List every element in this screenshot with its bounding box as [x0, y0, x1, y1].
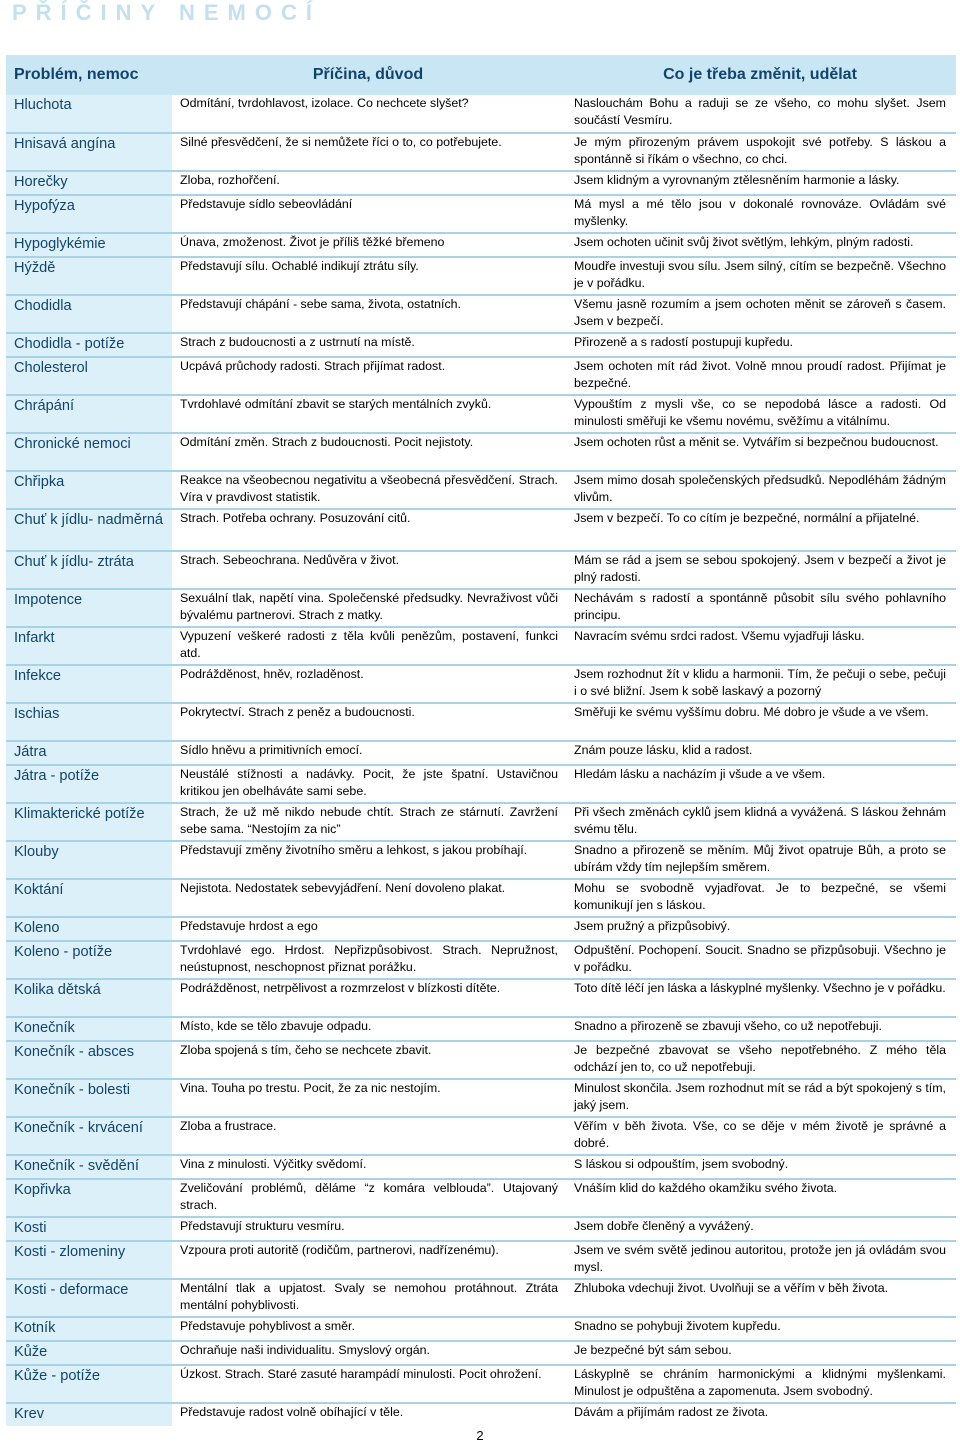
table-row	[6, 1217, 956, 1241]
cause-cell: Vzpoura proti autoritě (rodičům, partnerovi, nadřízenému).	[180, 1243, 499, 1257]
cause-cell: Představuje radost volně obíhající v těle.	[180, 1405, 404, 1419]
problem-cell: Játra	[6, 741, 172, 765]
cause-cell: Zveličování problémů, děláme “z komára velblouda”. Utajovaný strach.	[180, 1181, 558, 1212]
change-cell: Hledám lásku a nacházím ji všude a ve všem.	[574, 767, 826, 781]
table-row	[6, 1279, 956, 1317]
problem-cell: Kotník	[6, 1317, 172, 1341]
table-row	[6, 841, 956, 879]
problem-cell: Infarkt	[6, 627, 172, 665]
table-header-row	[6, 55, 956, 95]
cause-cell: Odmítání změn. Strach z budoucnosti. Pocit nejistoty.	[180, 435, 474, 449]
change-cell: Jsem pružný a přizpůsobivý.	[574, 919, 731, 933]
problem-cell: Krev	[6, 1403, 172, 1426]
table-row	[6, 1317, 956, 1341]
table-row	[6, 333, 956, 357]
change-cell: Zhluboka vdechuji život. Uvolňuji se a věřím v běh života.	[574, 1281, 889, 1295]
table-row	[6, 703, 956, 741]
problem-cell: Hypofýza	[6, 195, 172, 233]
change-cell: S láskou si odpouštím, jsem svobodný.	[574, 1157, 789, 1171]
table-row	[6, 589, 956, 627]
change-cell: Je mým přirozeným právem uspokojit své potřeby. S láskou a spontánně si říkám o všechno, co chci.	[574, 135, 946, 166]
problem-cell: Kůže - potíže	[6, 1365, 172, 1403]
table-row	[6, 1341, 956, 1365]
table-row	[6, 1179, 956, 1217]
problem-cell: Konečník - svědění	[6, 1155, 172, 1179]
change-cell: Vnáším klid do každého okamžiku svého života.	[574, 1181, 838, 1195]
problem-cell: Chronické nemoci	[6, 433, 172, 471]
cause-cell: Zloba spojená s tím, čeho se nechcete zbavit.	[180, 1043, 432, 1057]
table-row	[6, 1241, 956, 1279]
problem-cell: Konečník - krvácení	[6, 1117, 172, 1155]
problem-cell: Kosti - deformace	[6, 1279, 172, 1317]
change-cell: Při všech změnách cyklů jsem klidná a vyvážená. S láskou žehnám svému tělu.	[574, 805, 946, 836]
change-cell: Naslouchám Bohu a raduji se ze všeho, co mohu slyšet. Jsem součástí Vesmíru.	[574, 96, 946, 127]
problem-cell: Ischias	[6, 703, 172, 741]
table-row	[6, 741, 956, 765]
change-cell: Jsem ochoten mít rád život. Volně mnou proudí radost. Přijímat je bezpečné.	[574, 359, 946, 390]
change-cell: Všemu jasně rozumím a jsem ochoten měnit se zároveň s časem. Jsem v bezpečí.	[574, 297, 946, 328]
table-row	[6, 1117, 956, 1155]
cause-cell: Sexuální tlak, napětí vina. Společenské předsudky. Nevraživost vůči bývalému partnerovi. Strach z matky.	[180, 591, 558, 622]
cause-cell: Představují změny životního směru a lehkost, s jakou probíhají.	[180, 843, 528, 857]
causes-table-container	[6, 55, 956, 1426]
table-row	[6, 765, 956, 803]
problem-cell: Hypoglykémie	[6, 233, 172, 257]
column-header-problem: Problém, nemoc	[6, 55, 172, 95]
problem-cell: Játra - potíže	[6, 765, 172, 803]
cause-cell: Místo, kde se tělo zbavuje odpadu.	[180, 1019, 372, 1033]
problem-cell: Impotence	[6, 589, 172, 627]
problem-cell: Kolika dětská	[6, 979, 172, 1017]
cause-cell: Mentální tlak a upjatost. Svaly se nemohou protáhnout. Ztráta mentální pohyblivosti.	[180, 1281, 558, 1312]
change-cell: Věřím v běh života. Vše, co se děje v mém životě je správné a dobré.	[574, 1119, 946, 1150]
table-row	[6, 471, 956, 509]
table-row	[6, 195, 956, 233]
page-number: 2	[476, 1428, 484, 1443]
table-row	[6, 171, 956, 195]
cause-cell: Představují sílu. Ochablé indikují ztrátu síly.	[180, 259, 419, 273]
problem-cell: Chřipka	[6, 471, 172, 509]
column-header-cause: Příčina, důvod	[172, 55, 564, 95]
problem-cell: Chuť k jídlu- nadměrná	[6, 509, 172, 551]
column-header-change: Co je třeba změnit, udělat	[564, 55, 956, 95]
problem-cell: Chrápání	[6, 395, 172, 433]
change-cell: Mám se rád a jsem se sebou spokojený. Jsem v bezpečí a život je plný radosti.	[574, 553, 946, 584]
problem-cell: Koleno - potíže	[6, 941, 172, 979]
change-cell: Navracím svému srdci radost. Všemu vyjadřuji lásku.	[574, 629, 865, 643]
change-cell: Přirozeně a s radostí postupuji kupředu.	[574, 335, 794, 349]
table-row	[6, 1041, 956, 1079]
cause-cell: Podrážděnost, hněv, rozladěnost.	[180, 667, 364, 681]
change-cell: Jsem v bezpečí. To co cítím je bezpečné, normální a přijatelné.	[574, 511, 920, 525]
problem-cell: Kůže	[6, 1341, 172, 1365]
cause-cell: Strach. Potřeba ochrany. Posuzování citů.	[180, 511, 411, 525]
change-cell: Moudře investuji svou sílu. Jsem silný, cítím se bezpečně. Všechno je v pořádku.	[574, 259, 946, 290]
cause-cell: Únava, zmoženost. Život je příliš těžké břemeno	[180, 235, 445, 249]
problem-cell: Konečník	[6, 1017, 172, 1041]
change-cell: Je bezpečné zbavovat se všeho nepotřebného. Z mého těla odchází jen to, co už nepotřebuji.	[574, 1043, 946, 1074]
table-row	[6, 509, 956, 551]
problem-cell: Konečník - absces	[6, 1041, 172, 1079]
problem-cell: Koleno	[6, 917, 172, 941]
change-cell: Snadno se pohybuji životem kupředu.	[574, 1319, 781, 1333]
cause-cell: Strach, že už mě nikdo nebude chtít. Strach ze stárnutí. Zavržení sebe sama. “Nestojím za nic”	[180, 805, 558, 836]
table-row	[6, 627, 956, 665]
cause-cell: Podrážděnost, netrpělivost a rozmrzelost v blízkosti dítěte.	[180, 981, 501, 995]
problem-cell: Chuť k jídlu- ztráta	[6, 551, 172, 589]
change-cell: Směřuji ke svému vyššímu dobru. Mé dobro je všude a ve všem.	[574, 705, 929, 719]
cause-cell: Tvrdohlavé odmítání zbavit se starých mentálních zvyků.	[180, 397, 492, 411]
document-title: PŘÍČINY NEMOCÍ	[12, 0, 321, 25]
change-cell: Vypouštím z mysli vše, co se nepodobá lásce a radosti. Od minulosti směřuji ke všemu novému, svěžímu a vitálnímu.	[574, 397, 946, 428]
cause-cell: Vina. Touha po trestu. Pocit, že za nic nestojím.	[180, 1081, 441, 1095]
problem-cell: Chodidla - potíže	[6, 333, 172, 357]
problem-cell: Hnisavá angína	[6, 133, 172, 171]
change-cell: Znám pouze lásku, klid a radost.	[574, 743, 753, 757]
table-row	[6, 433, 956, 471]
change-cell: Láskyplně se chráním harmonickými a klidnými myšlenkami. Minulost je odpuštěna a zapomenuta. Jsem svobodný.	[574, 1367, 946, 1398]
problem-cell: Kosti - zlomeniny	[6, 1241, 172, 1279]
table-row	[6, 1365, 956, 1403]
problem-cell: Kosti	[6, 1217, 172, 1241]
problem-cell: Hluchota	[6, 95, 172, 133]
problem-cell: Koktání	[6, 879, 172, 917]
change-cell: Jsem mimo dosah společenských předsudků. Nepodléhám žádným vlivům.	[574, 473, 946, 504]
table-row	[6, 395, 956, 433]
cause-cell: Představuje sídlo sebeovládání	[180, 197, 353, 211]
problem-cell: Horečky	[6, 171, 172, 195]
change-cell: Nechávám s radostí a spontánně působit sílu svého pohlavního principu.	[574, 591, 946, 622]
change-cell: Toto dítě léčí jen láska a láskyplné myšlenky. Všechno je v pořádku.	[574, 981, 946, 995]
table-row	[6, 257, 956, 295]
cause-cell: Ochraňuje naši individualitu. Smyslový orgán.	[180, 1343, 431, 1357]
table-row	[6, 1079, 956, 1117]
cause-cell: Vina z minulosti. Výčitky svědomí.	[180, 1157, 367, 1171]
cause-cell: Představuje hrdost a ego	[180, 919, 318, 933]
cause-cell: Zloba, rozhořčení.	[180, 173, 280, 187]
cause-cell: Pokrytectví. Strach z peněz a budoucnosti.	[180, 705, 415, 719]
change-cell: Odpuštění. Pochopení. Soucit. Snadno se přizpůsobuji. Všechno je v pořádku.	[574, 943, 946, 974]
table-row	[6, 357, 956, 395]
causes-table	[6, 55, 956, 1426]
cause-cell: Představuje pohyblivost a směr.	[180, 1319, 355, 1333]
change-cell: Je bezpečné být sám sebou.	[574, 1343, 732, 1357]
problem-cell: Konečník - bolesti	[6, 1079, 172, 1117]
cause-cell: Strach. Sebeochrana. Nedůvěra v život.	[180, 553, 400, 567]
cause-cell: Nejistota. Nedostatek sebevyjádření. Není dovoleno plakat.	[180, 881, 506, 895]
change-cell: Snadno a přirozeně se měním. Můj život opatruje Bůh, a proto se ubírám vždy tím nejlepším směrem.	[574, 843, 946, 874]
table-row	[6, 133, 956, 171]
problem-cell: Infekce	[6, 665, 172, 703]
table-row	[6, 665, 956, 703]
cause-cell: Odmítání, tvrdohlavost, izolace. Co nechcete slyšet?	[180, 96, 469, 110]
cause-cell: Představují chápání - sebe sama, života, ostatních.	[180, 297, 462, 311]
change-cell: Minulost skončila. Jsem rozhodnut mít se rád a být spokojený s tím, jaký jsem.	[574, 1081, 946, 1112]
problem-cell: Klouby	[6, 841, 172, 879]
cause-cell: Ucpává průchody radosti. Strach přijímat radost.	[180, 359, 446, 373]
change-cell: Jsem klidným a vyrovnaným ztělesněním harmonie a lásky.	[574, 173, 900, 187]
table-row	[6, 1155, 956, 1179]
cause-cell: Silné přesvědčení, že si nemůžete říci o to, co potřebujete.	[180, 135, 502, 149]
problem-cell: Kopřivka	[6, 1179, 172, 1217]
cause-cell: Sídlo hněvu a primitivních emocí.	[180, 743, 363, 757]
table-row	[6, 917, 956, 941]
change-cell: Dávám a přijímám radost ze života.	[574, 1405, 769, 1419]
table-row	[6, 803, 956, 841]
cause-cell: Vypuzení veškeré radosti z těla kvůli penězům, postavení, funkci atd.	[180, 629, 558, 660]
change-cell: Jsem dobře členěný a vyvážený.	[574, 1219, 754, 1233]
cause-cell: Tvrdohlavé ego. Hrdost. Nepřizpůsobivost. Strach. Nepružnost, neústupnost, neschopnost přiznat porážku.	[180, 943, 558, 974]
table-row	[6, 295, 956, 333]
problem-cell: Chodidla	[6, 295, 172, 333]
table-row	[6, 233, 956, 257]
table-row	[6, 979, 956, 1017]
change-cell: Snadno a přirozeně se zbavuji všeho, co už nepotřebuji.	[574, 1019, 882, 1033]
problem-cell: Klimakterické potíže	[6, 803, 172, 841]
problem-cell: Hýždě	[6, 257, 172, 295]
table-row	[6, 879, 956, 917]
table-row	[6, 1017, 956, 1041]
cause-cell: Zloba a frustrace.	[180, 1119, 277, 1133]
change-cell: Jsem rozhodnut žít v klidu a harmonii. Tím, že pečuji o sebe, pečuji i o své bližní. Jsem k sobě laskavý a pozorný	[574, 667, 946, 698]
change-cell: Mohu se svobodně vyjadřovat. Je to bezpečné, se všemi komunikují jen s láskou.	[574, 881, 946, 912]
table-row	[6, 1403, 956, 1426]
change-cell: Jsem ve svém světě jedinou autoritou, protože jen já ovládám svou mysl.	[574, 1243, 946, 1274]
change-cell: Má mysl a mé tělo jsou v dokonalé rovnováze. Ovládám své myšlenky.	[574, 197, 946, 228]
cause-cell: Představují strukturu vesmíru.	[180, 1219, 345, 1233]
change-cell: Jsem ochoten učinit svůj život světlým, lehkým, plným radosti.	[574, 235, 914, 249]
table-row	[6, 95, 956, 133]
problem-cell: Cholesterol	[6, 357, 172, 395]
change-cell: Jsem ochoten růst a měnit se. Vytvářím si bezpečnou budoucnost.	[574, 435, 939, 449]
cause-cell: Strach z budoucnosti a z ustrnutí na místě.	[180, 335, 415, 349]
table-row	[6, 551, 956, 589]
table-row	[6, 941, 956, 979]
cause-cell: Neustálé stížnosti a nadávky. Pocit, že jste špatní. Ustavičnou kritikou jen obelháváte sami sebe.	[180, 767, 558, 798]
cause-cell: Reakce na všeobecnou negativitu a všeobecná přesvědčení. Strach. Víra v pravdivost statistik.	[180, 473, 558, 504]
cause-cell: Úzkost. Strach. Staré zasuté harampádí minulosti. Pocit ohrožení.	[180, 1367, 542, 1381]
